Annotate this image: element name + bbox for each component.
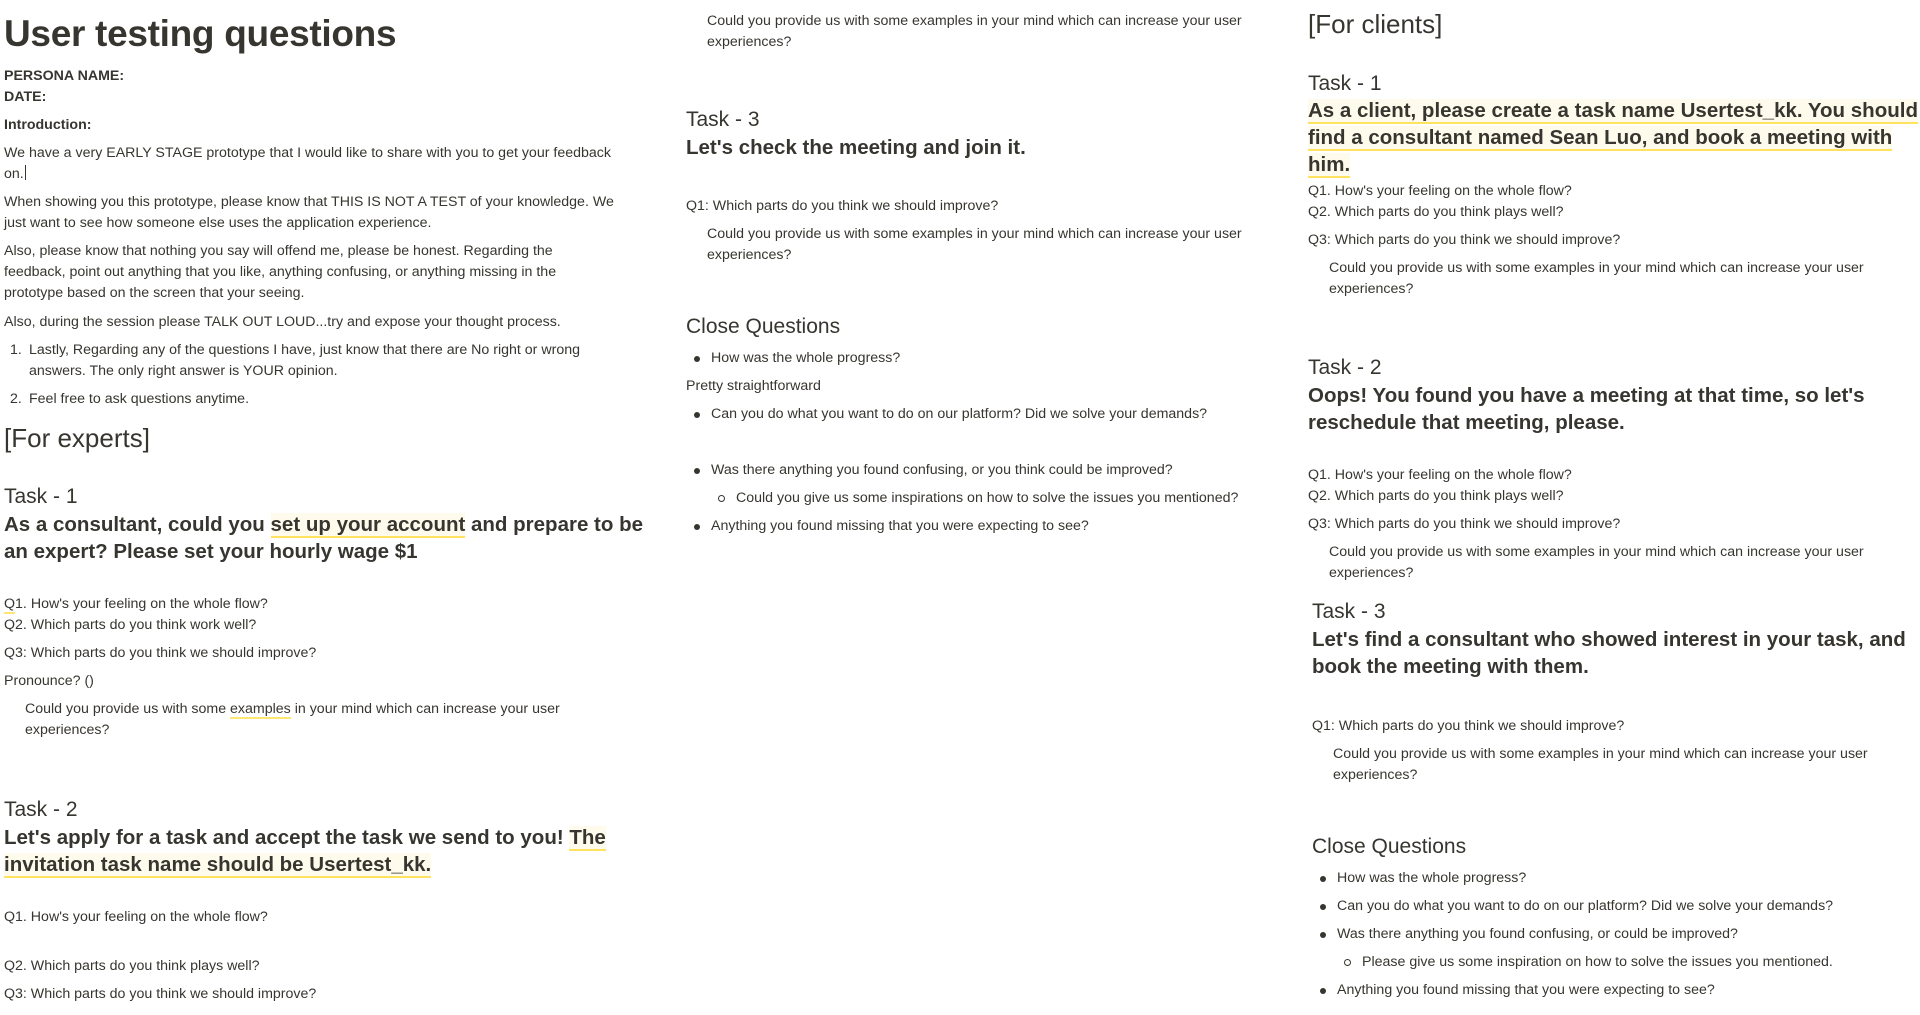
experts-task3-examples [707, 224, 1242, 266]
list-item [686, 488, 1296, 509]
clients-task1-examples [1329, 258, 1864, 300]
question-text: experiences? [1329, 281, 1414, 297]
intro-list-item [4, 389, 644, 410]
experts-task1-examples [25, 699, 560, 741]
list-item-text: How was the whole progress? [1337, 870, 1527, 886]
highlighted-text: The [569, 826, 606, 849]
clients-close-heading: Close Questions [1312, 835, 1467, 858]
clients-task1-q1: Q1. How's your feeling on the whole flow? [1308, 183, 1572, 199]
highlighted-text: Q [4, 596, 16, 612]
experts-task2-q2: Q2. Which parts do you think plays well? [4, 958, 260, 974]
clients-task2-title [1308, 382, 1918, 436]
list-item-text: answers. The only right answer is YOUR opinion. [29, 363, 338, 379]
bullet-icon [694, 524, 700, 530]
bullet-icon [1320, 876, 1326, 882]
experts-task2-label: Task - 2 [4, 798, 78, 821]
list-item-text: Anything you found missing that you were expecting to see? [1337, 982, 1715, 998]
question-text: Could you provide us with some examples in your mind which can increase your user [1329, 544, 1864, 560]
task-title-text: reschedule that meeting, please. [1308, 411, 1625, 434]
clients-task2-q3: Q3: Which parts do you think we should improve? [1308, 516, 1621, 532]
experts-task2-title [4, 824, 644, 878]
bullet-icon [694, 356, 700, 362]
experts-task2-q1: Q1. How's your feeling on the whole flow? [4, 909, 268, 925]
task-title-text: Oops! You found you have a meeting at that time, so let's [1308, 384, 1865, 407]
list-item-text: Please give us some inspiration on how to solve the issues you mentioned. [1362, 954, 1833, 970]
experts-close-heading: Close Questions [686, 315, 841, 338]
clients-task2-q1: Q1. How's your feeling on the whole flow? [1308, 467, 1572, 483]
clients-task2-label: Task - 2 [1308, 356, 1382, 379]
intro-paragraph-2 [4, 192, 614, 234]
list-item [686, 348, 1296, 369]
experts-task2-q3: Q3: Which parts do you think we should improve? [4, 986, 317, 1002]
bullet-icon [1320, 904, 1326, 910]
clients-task1-title [1308, 97, 1920, 178]
list-item-text: Lastly, Regarding any of the questions I have, just know that there are No right or wrong [29, 342, 580, 358]
circle-bullet-icon [1344, 959, 1351, 966]
question-text: Could you provide us with some examples in your mind which can increase your user [1333, 746, 1868, 762]
experts-close-answer: Pretty straightforward [686, 378, 821, 394]
list-item [1312, 980, 1918, 1001]
question-text: Could you provide us with some examples in your mind which can increase your user [707, 13, 1242, 29]
intro-paragraph-3-line: feedback, point out anything that you like, anything confusing, or anything missing in the [4, 264, 557, 280]
intro-list-item [4, 340, 644, 382]
intro-paragraph-1[interactable] [4, 143, 611, 185]
list-number: 2. [10, 391, 22, 407]
list-item [1312, 896, 1918, 917]
intro-paragraph-4: Also, during the session please TALK OUT LOUD...try and expose your thought process. [4, 314, 561, 330]
list-item [686, 460, 1296, 481]
highlighted-text: examples [230, 701, 291, 717]
question-text: experiences? [1329, 565, 1414, 581]
question-text: experiences? [707, 34, 792, 50]
list-item-text: Was there anything you found confusing, or you think could be improved? [711, 462, 1173, 478]
list-item-text: Feel free to ask questions anytime. [29, 391, 250, 407]
bullet-icon [1320, 988, 1326, 994]
highlighted-text: As a client, please create a task name Usertest_kk. You should [1308, 99, 1918, 122]
experts-task1-q2: Q2. Which parts do you think work well? [4, 617, 257, 633]
intro-paragraph-3-line: Also, please know that nothing you say will offend me, please be honest. Regarding the [4, 243, 553, 259]
question-text: 1. How's your feeling on the whole flow? [15, 596, 268, 612]
experts-task2-examples [707, 11, 1242, 53]
task-title-text: an expert? Please set your hourly wage $1 [4, 540, 418, 563]
clients-task3-title [1312, 626, 1918, 680]
page-title: User testing questions [4, 13, 397, 54]
experts-task1-label: Task - 1 [4, 485, 78, 508]
clients-task3-label: Task - 3 [1312, 600, 1386, 623]
experts-task3-q1: Q1: Which parts do you think we should improve? [686, 198, 999, 214]
question-text: Could you provide us with some examples in your mind which can increase your user [1329, 260, 1864, 276]
task-title-text: and prepare to be [465, 513, 644, 536]
list-item [1312, 868, 1918, 889]
task-title-text: Let's apply for a task and accept the task we send to you! [4, 826, 570, 849]
clients-task1-q3: Q3: Which parts do you think we should improve? [1308, 232, 1621, 248]
list-item [686, 516, 1296, 537]
list-item [686, 404, 1296, 425]
intro-paragraph-1-line: on. [4, 166, 24, 182]
experts-task1-pronounce: Pronounce? () [4, 673, 94, 689]
clients-task1-q2: Q2. Which parts do you think plays well? [1308, 204, 1564, 220]
introduction-label: Introduction: [4, 117, 92, 133]
intro-paragraph-3-line: prototype based on the screen that your seeing. [4, 285, 305, 301]
experts-task3-label: Task - 3 [686, 108, 760, 131]
clients-task3-examples [1333, 744, 1868, 786]
bullet-icon [1320, 932, 1326, 938]
question-text: experiences? [25, 722, 110, 738]
list-item-text: Can you do what you want to do on our platform? Did we solve your demands? [711, 406, 1208, 422]
experts-task3-title: Let's check the meeting and join it. [686, 136, 1026, 159]
task-title-text: As a consultant, could you [4, 513, 271, 536]
clients-heading: [For clients] [1308, 9, 1443, 39]
intro-paragraph-3 [4, 241, 556, 304]
intro-paragraph-1-line: We have a very EARLY STAGE prototype that I would like to share with you to get your feedback [4, 145, 611, 161]
question-text: Could you provide us with some examples in your mind which can increase your user [707, 226, 1242, 242]
question-text: experiences? [707, 247, 792, 263]
persona-name-label: PERSONA NAME: [4, 68, 125, 84]
circle-bullet-icon [718, 495, 725, 502]
task-title-text: book the meeting with them. [1312, 655, 1589, 678]
date-label: DATE: [4, 89, 47, 105]
experts-task1-q3: Q3: Which parts do you think we should improve? [4, 645, 317, 661]
list-item-text: Was there anything you found confusing, or could be improved? [1337, 926, 1738, 942]
question-text: Could you provide us with some [25, 701, 231, 717]
experts-heading: [For experts] [4, 423, 150, 453]
list-number: 1. [10, 342, 22, 358]
bullet-icon [694, 468, 700, 474]
highlighted-text: set up your account [270, 513, 466, 536]
question-text: experiences? [1333, 767, 1418, 783]
list-item-text: Can you do what you want to do on our platform? Did we solve your demands? [1337, 898, 1834, 914]
highlighted-text: invitation task name should be Usertest_kk. [4, 853, 432, 876]
text-cursor [25, 165, 26, 180]
list-item-text: Anything you found missing that you were expecting to see? [711, 518, 1089, 534]
highlighted-text: find a consultant named Sean Luo, and book a meeting with him. [1308, 126, 1893, 176]
clients-task3-q1: Q1: Which parts do you think we should improve? [1312, 718, 1625, 734]
list-item [1312, 952, 1918, 973]
intro-paragraph-2-line: just want to see how someone else uses the application experience. [4, 215, 432, 231]
list-item-text: How was the whole progress? [711, 350, 901, 366]
experts-task1-q1 [4, 594, 268, 615]
clients-task1-label: Task - 1 [1308, 72, 1382, 95]
task-title-text: Let's find a consultant who showed interest in your task, and [1312, 628, 1906, 651]
list-item [1312, 924, 1918, 945]
list-item-text: Could you give us some inspirations on how to solve the issues you mentioned? [736, 490, 1239, 506]
question-text: in your mind which can increase your user [290, 701, 560, 717]
clients-task2-q2: Q2. Which parts do you think plays well? [1308, 488, 1564, 504]
bullet-icon [694, 412, 700, 418]
intro-paragraph-2-line: When showing you this prototype, please know that THIS IS NOT A TEST of your knowledge. We [4, 194, 614, 210]
experts-task1-title [4, 511, 644, 565]
clients-task2-examples [1329, 542, 1864, 584]
